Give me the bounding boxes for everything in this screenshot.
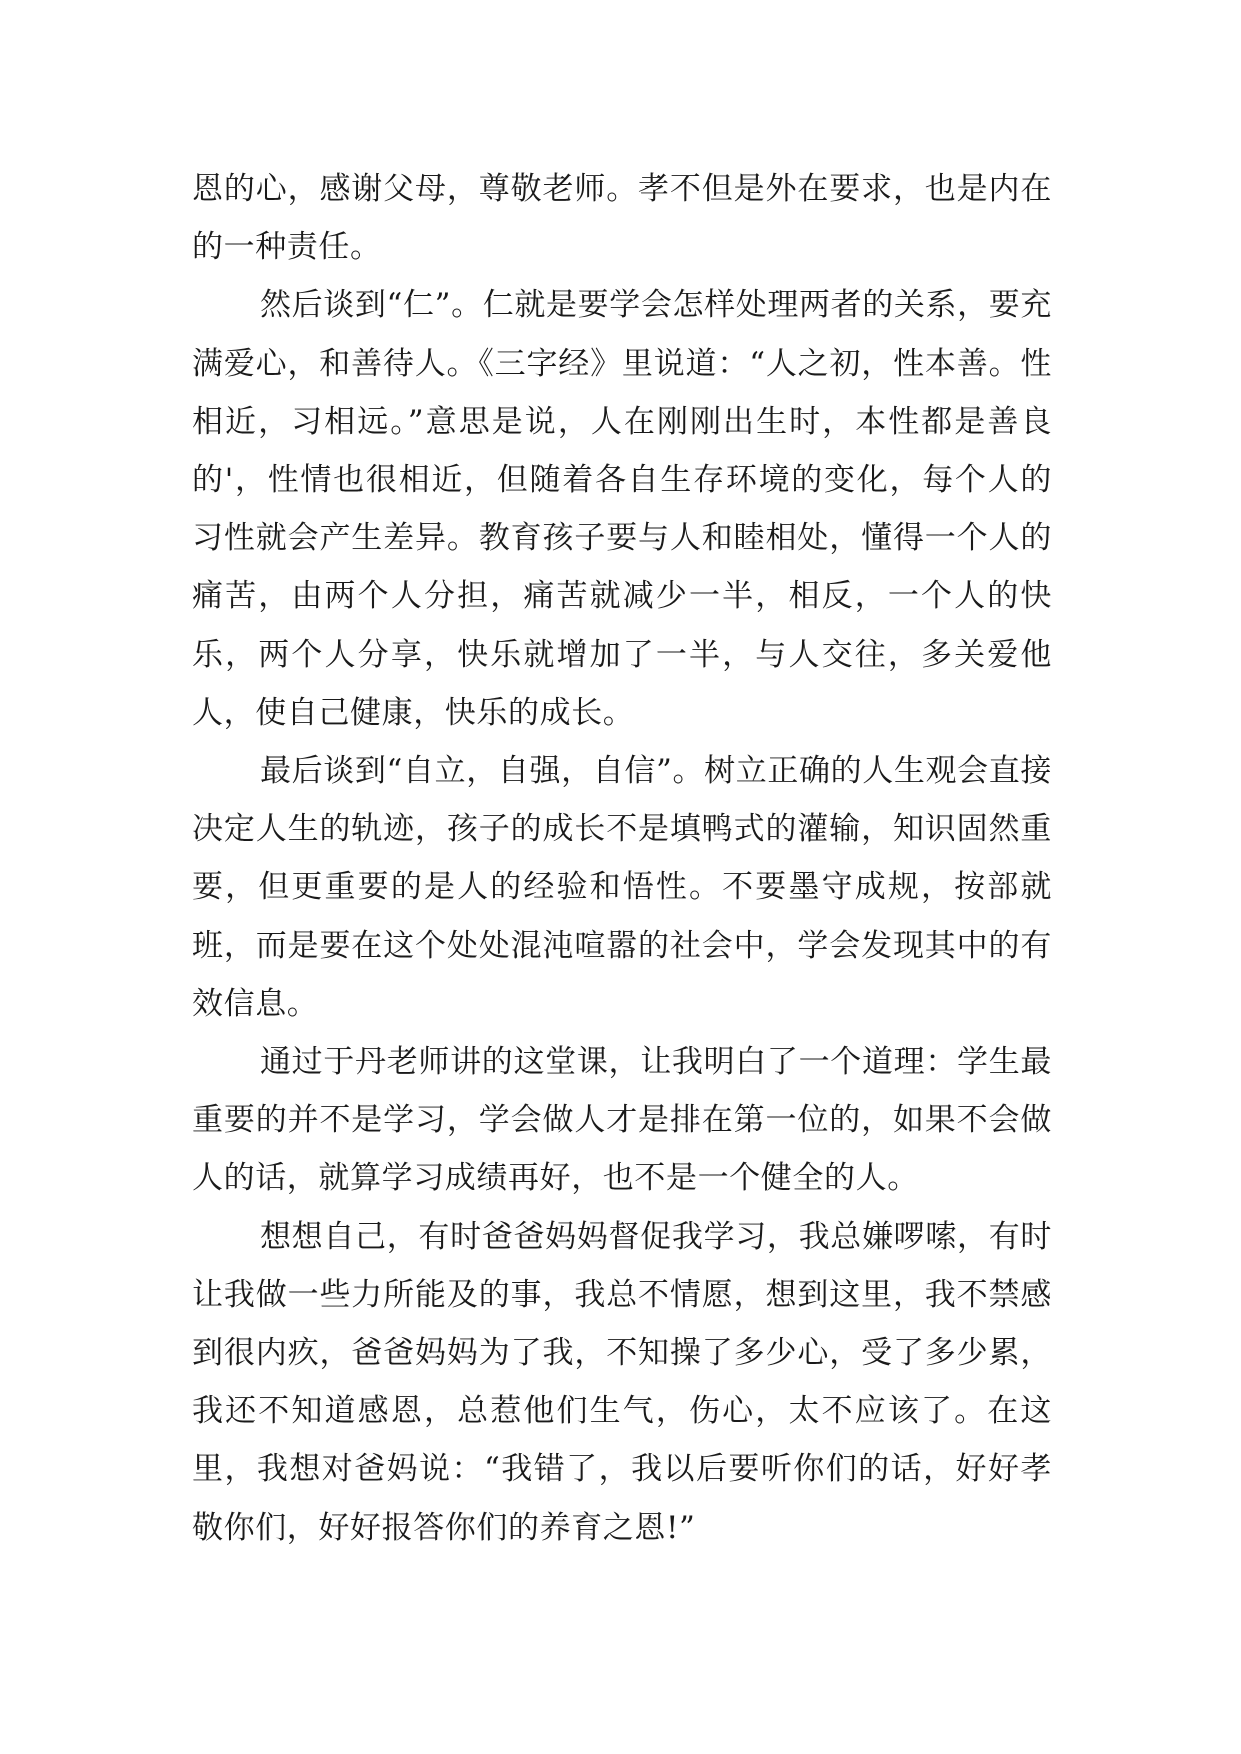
- paragraph-ren: 然后谈到“仁”。仁就是要学会怎样处理两者的关系，要充满爱心，和善待人。《三字经》里说道：“人之初，性本善。性相近，习相远。”意思是说，人在刚刚出生时，本性都是善良的'，性情也很相近，但随着各自生存环境的变化，每个人的习性就会产生差异。教育孩子要与人和睦相处，懂得一个人的痛苦，由两个人分担，痛苦就减少一半，相反，一个人的快乐，两个人分享，快乐就增加了一半，与人交往，多关爱他人，使自己健康，快乐的成长。: [192, 287, 1052, 731]
- document-body: [192, 160, 1052, 1557]
- paragraph-continuation: 恩的心，感谢父母，尊敬老师。孝不但是外在要求，也是内在的一种责任。: [192, 171, 1052, 266]
- paragraph-reflection: 想想自己，有时爸爸妈妈督促我学习，我总嫌啰嗦，有时让我做一些力所能及的事，我总不情愿，想到这里，我不禁感到很内疚，爸爸妈妈为了我，不知操了多少心，受了多少累，我还不知道感恩，总惹他们生气，伤心，太不应该了。在这里，我想对爸妈说：“我错了，我以后要听你们的话，好好孝敬你们，好好报答你们的养育之恩!”: [192, 1218, 1052, 1546]
- paragraph-self-reliance: 最后谈到“自立，自强，自信”。树立正确的人生观会直接决定人生的轨迹，孩子的成长不是填鸭式的灌输，知识固然重要，但更重要的是人的经验和悟性。不要墨守成规，按部就班，而是要在这个处处混沌喧嚣的社会中，学会发现其中的有效信息。: [192, 753, 1052, 1022]
- paragraph-lesson: 通过于丹老师讲的这堂课，让我明白了一个道理：学生最重要的并不是学习，学会做人才是排在第一位的，如果不会做人的话，就算学习成绩再好，也不是一个健全的人。: [192, 1044, 1052, 1197]
